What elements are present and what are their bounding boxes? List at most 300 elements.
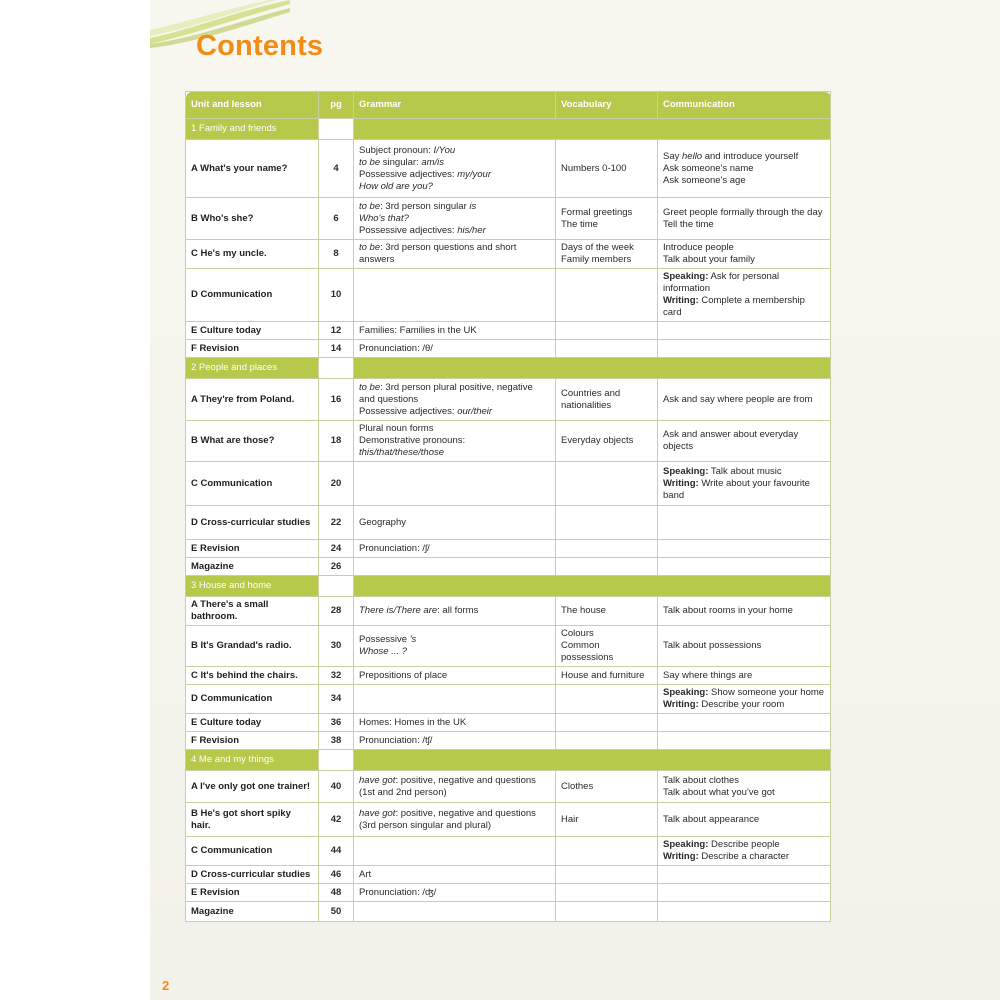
communication-cell — [658, 771, 831, 803]
cell-text: : all forms — [437, 605, 479, 616]
cell-text: Say — [663, 150, 683, 162]
vocabulary-item: House and furniture — [561, 669, 645, 681]
cell-text: Talk about what you've got — [663, 786, 775, 798]
unit-title: 3 House and home — [186, 576, 319, 597]
cell-text: : positive, negative and questions (1st and 2nd person) — [359, 774, 536, 798]
vocabulary-cell — [556, 884, 658, 902]
cell-text: Say where things are — [663, 669, 753, 681]
cell-text-bold: Writing: — [663, 295, 699, 306]
vocabulary-item: Clothes — [561, 780, 594, 792]
cell-line — [663, 699, 825, 711]
lesson-name: F Revision — [186, 340, 319, 358]
vocabulary-cell — [556, 506, 658, 540]
cell-text: : 3rd person plural positive, negative and questions — [359, 381, 533, 405]
cell-line — [663, 242, 825, 254]
cell-line — [663, 839, 825, 851]
cell-text-italic: my/your — [457, 168, 492, 180]
lesson-name: C It's behind the chairs. — [186, 667, 319, 685]
lesson-page: 16 — [319, 379, 354, 421]
cell-line — [359, 735, 550, 747]
vocabulary-cell — [556, 597, 658, 626]
cell-text: Subject pronoun: — [359, 144, 434, 156]
communication-cell — [658, 140, 831, 198]
vocabulary-cell — [556, 198, 658, 240]
grammar-cell — [354, 198, 556, 240]
cell-line — [359, 775, 550, 799]
lesson-name: E Revision — [186, 884, 319, 902]
cell-line — [359, 406, 550, 418]
cell-text-italic: There is/There are — [359, 605, 438, 616]
cell-text-italic: Whose ... ? — [359, 646, 408, 657]
communication-cell — [658, 558, 831, 576]
cell-line — [359, 157, 550, 169]
lesson-name: D Communication — [186, 685, 319, 714]
cell-text: Ask and say where people are from — [663, 393, 813, 405]
communication-cell — [658, 322, 831, 340]
cell-text: Pronunciation: /ʤ/ — [359, 886, 437, 898]
cell-line — [359, 225, 550, 237]
lesson-page: 32 — [319, 667, 354, 685]
cell-line — [359, 808, 550, 832]
cell-text: Show someone your home — [708, 687, 825, 698]
table-row — [186, 240, 831, 269]
communication-cell — [658, 462, 831, 506]
table-row — [186, 732, 831, 750]
unit-pg-blank — [319, 576, 354, 597]
vocabulary-cell — [556, 558, 658, 576]
cell-line — [359, 646, 550, 658]
table-row — [186, 140, 831, 198]
cell-text: Tell the time — [663, 218, 714, 230]
grammar-cell — [354, 597, 556, 626]
vocabulary-item: The house — [561, 605, 606, 616]
vocabulary-cell — [556, 626, 658, 667]
lesson-page: 8 — [319, 240, 354, 269]
vocabulary-item: Family members — [561, 254, 632, 265]
cell-text: Pronunciation: /tʃ/ — [359, 734, 433, 746]
grammar-cell — [354, 884, 556, 902]
cell-line — [359, 869, 550, 881]
communication-cell — [658, 198, 831, 240]
header-unit-and-lesson: Unit and lesson — [186, 92, 319, 119]
lesson-name: E Culture today — [186, 714, 319, 732]
communication-cell — [658, 506, 831, 540]
table-row — [186, 198, 831, 240]
vocabulary-cell — [556, 269, 658, 322]
vocabulary-cell — [556, 803, 658, 837]
cell-line — [663, 295, 825, 319]
cell-line — [663, 429, 825, 453]
unit-fill — [354, 358, 831, 379]
vocabulary-cell — [556, 714, 658, 732]
cell-line — [359, 242, 550, 266]
lesson-name: B It's Grandad's radio. — [186, 626, 319, 667]
lesson-page: 36 — [319, 714, 354, 732]
cell-text: Talk about music — [708, 465, 782, 477]
communication-cell — [658, 714, 831, 732]
cell-line — [359, 423, 550, 435]
table-row — [186, 379, 831, 421]
lesson-page: 50 — [319, 902, 354, 922]
grammar-cell — [354, 140, 556, 198]
table-header-row — [186, 92, 831, 119]
lesson-page: 28 — [319, 597, 354, 626]
lesson-page: 22 — [319, 506, 354, 540]
lesson-page: 6 — [319, 198, 354, 240]
cell-text: Possessive — [359, 634, 410, 645]
vocabulary-cell — [556, 667, 658, 685]
cell-text: Describe your room — [698, 699, 785, 710]
cell-text-italic: is — [469, 200, 477, 212]
cell-text: Describe people — [708, 839, 780, 850]
cell-line — [663, 787, 825, 799]
cell-text: : 3rd person singular — [380, 200, 470, 212]
grammar-cell — [354, 462, 556, 506]
unit-header-row — [186, 750, 831, 771]
communication-cell — [658, 421, 831, 462]
lesson-name: B He's got short spiky hair. — [186, 803, 319, 837]
communication-cell — [658, 837, 831, 866]
table-row — [186, 558, 831, 576]
grammar-cell — [354, 837, 556, 866]
vocabulary-item: Everyday objects — [561, 435, 634, 446]
vocabulary-cell — [556, 685, 658, 714]
cell-text-bold: Speaking: — [663, 839, 709, 850]
lesson-name: A I've only got one trainer! — [186, 771, 319, 803]
cell-text: Possessive adjectives: — [359, 224, 458, 236]
grammar-cell — [354, 322, 556, 340]
table-row — [186, 462, 831, 506]
table-row — [186, 340, 831, 358]
vocabulary-cell — [556, 421, 658, 462]
communication-cell — [658, 803, 831, 837]
unit-fill — [354, 750, 831, 771]
grammar-cell — [354, 540, 556, 558]
vocabulary-cell — [556, 462, 658, 506]
cell-text: Introduce people — [663, 242, 734, 253]
cell-line — [663, 640, 825, 652]
vocabulary-cell — [556, 866, 658, 884]
table-row — [186, 626, 831, 667]
vocabulary-item: Numbers 0-100 — [561, 162, 627, 174]
contents-table-wrapper — [185, 91, 830, 922]
communication-cell — [658, 667, 831, 685]
communication-cell — [658, 340, 831, 358]
cell-line — [663, 814, 825, 826]
cell-text-italic: How old are you? — [359, 180, 433, 192]
cell-line — [663, 478, 825, 502]
communication-cell — [658, 884, 831, 902]
grammar-cell — [354, 421, 556, 462]
cell-text-bold: Writing: — [663, 477, 699, 489]
cell-line — [663, 394, 825, 406]
cell-line — [359, 382, 550, 406]
cell-text-italic: Who's that? — [359, 212, 409, 224]
lesson-name: F Revision — [186, 732, 319, 750]
vocabulary-cell — [556, 322, 658, 340]
cell-text-italic: to be — [359, 156, 381, 168]
grammar-cell — [354, 240, 556, 269]
cell-line — [663, 605, 825, 617]
communication-cell — [658, 866, 831, 884]
cell-text-italic: I/You — [433, 144, 456, 156]
lesson-page: 20 — [319, 462, 354, 506]
cell-line — [359, 201, 550, 213]
lesson-page: 40 — [319, 771, 354, 803]
cell-line — [663, 670, 825, 682]
contents-table — [185, 91, 831, 922]
lesson-name: D Cross-curricular studies — [186, 866, 319, 884]
cell-text: Talk about rooms in your home — [663, 605, 793, 616]
grammar-cell — [354, 902, 556, 922]
cell-text-italic: to be — [359, 381, 381, 393]
table-row — [186, 837, 831, 866]
cell-text-italic: to be — [359, 242, 381, 253]
cell-text: Families: Families in the UK — [359, 324, 477, 336]
cell-line — [359, 213, 550, 225]
cell-text: Pronunciation: /θ/ — [359, 342, 433, 354]
lesson-name: D Cross-curricular studies — [186, 506, 319, 540]
unit-header-row — [186, 119, 831, 140]
lesson-name: A They're from Poland. — [186, 379, 319, 421]
lesson-page: 48 — [319, 884, 354, 902]
cell-text: Write about your favourite band — [663, 477, 810, 501]
cell-line — [663, 207, 825, 219]
vocabulary-item: Formal greetings — [561, 206, 633, 218]
table-row — [186, 421, 831, 462]
cell-text: Talk about possessions — [663, 640, 762, 651]
vocabulary-cell — [556, 340, 658, 358]
cell-text-bold: Writing: — [663, 699, 699, 710]
cell-text: Greet people formally through the day — [663, 206, 823, 218]
cell-text: Prepositions of place — [359, 669, 448, 681]
table-row — [186, 685, 831, 714]
grammar-cell — [354, 732, 556, 750]
vocabulary-cell — [556, 837, 658, 866]
cell-line — [359, 717, 550, 729]
lesson-page: 46 — [319, 866, 354, 884]
lesson-page: 14 — [319, 340, 354, 358]
grammar-cell — [354, 506, 556, 540]
lesson-name: Magazine — [186, 558, 319, 576]
cell-line — [359, 325, 550, 337]
lesson-page: 30 — [319, 626, 354, 667]
cell-text: Ask and answer about everyday objects — [663, 429, 799, 452]
grammar-cell — [354, 269, 556, 322]
lesson-name: B What are those? — [186, 421, 319, 462]
page-number: 2 — [162, 978, 170, 993]
lesson-page: 38 — [319, 732, 354, 750]
header-pg: pg — [319, 92, 354, 119]
lesson-page: 24 — [319, 540, 354, 558]
cell-text: Talk about your family — [663, 254, 755, 265]
lesson-name: C Communication — [186, 837, 319, 866]
cell-text-italic: 's — [409, 634, 417, 645]
grammar-cell — [354, 866, 556, 884]
unit-fill — [354, 119, 831, 140]
cell-text: Ask someone's name — [663, 162, 754, 174]
cell-text: Geography — [359, 516, 407, 528]
unit-header-row — [186, 576, 831, 597]
table-row — [186, 269, 831, 322]
table-row — [186, 667, 831, 685]
communication-cell — [658, 732, 831, 750]
vocabulary-cell — [556, 732, 658, 750]
cell-text-italic: have got — [359, 774, 396, 786]
cell-line — [663, 175, 825, 187]
table-row — [186, 597, 831, 626]
cell-line — [359, 670, 550, 682]
table-row — [186, 902, 831, 922]
unit-fill — [354, 576, 831, 597]
lesson-name: C He's my uncle. — [186, 240, 319, 269]
cell-text-italic: this/that/these/those — [359, 447, 445, 458]
cell-line — [359, 435, 550, 459]
cell-text: Plural noun forms — [359, 423, 434, 434]
grammar-cell — [354, 626, 556, 667]
cell-text: : positive, negative and questions (3rd person singular and plural) — [359, 807, 536, 831]
cell-text: Art — [359, 868, 372, 880]
cell-text-bold: Speaking: — [663, 465, 709, 477]
cell-text: Describe a character — [698, 851, 790, 862]
table-row — [186, 866, 831, 884]
cell-text-italic: hello — [682, 150, 703, 162]
grammar-cell — [354, 714, 556, 732]
header-vocabulary: Vocabulary — [556, 92, 658, 119]
lesson-name: E Revision — [186, 540, 319, 558]
communication-cell — [658, 626, 831, 667]
unit-pg-blank — [319, 750, 354, 771]
cell-line — [663, 271, 825, 295]
lesson-page: 44 — [319, 837, 354, 866]
lesson-name: B Who's she? — [186, 198, 319, 240]
cell-line — [663, 219, 825, 231]
communication-cell — [658, 379, 831, 421]
communication-cell — [658, 685, 831, 714]
communication-cell — [658, 902, 831, 922]
table-row — [186, 884, 831, 902]
grammar-cell — [354, 685, 556, 714]
vocabulary-item: Days of the week — [561, 242, 634, 253]
cell-line — [359, 634, 550, 646]
grammar-cell — [354, 340, 556, 358]
communication-cell — [658, 597, 831, 626]
cell-line — [359, 887, 550, 899]
header-grammar: Grammar — [354, 92, 556, 119]
cell-line — [663, 163, 825, 175]
cell-text-italic: am/is — [421, 156, 445, 168]
cell-line — [359, 517, 550, 529]
cell-text: Ask for personal information — [663, 271, 780, 294]
lesson-name: D Communication — [186, 269, 319, 322]
cell-text: and introduce yourself — [702, 150, 799, 162]
lesson-page: 18 — [319, 421, 354, 462]
unit-pg-blank — [319, 358, 354, 379]
cell-text-italic: have got — [359, 807, 396, 819]
cell-line — [663, 775, 825, 787]
lesson-page: 10 — [319, 269, 354, 322]
table-row — [186, 771, 831, 803]
header-communication: Communication — [658, 92, 831, 119]
lesson-page: 12 — [319, 322, 354, 340]
cell-text: Talk about clothes — [663, 774, 740, 786]
cell-line — [663, 687, 825, 699]
lesson-page: 34 — [319, 685, 354, 714]
lesson-page: 26 — [319, 558, 354, 576]
lesson-name: C Communication — [186, 462, 319, 506]
cell-text-bold: Speaking: — [663, 271, 709, 282]
cell-line — [663, 151, 825, 163]
cell-line — [359, 169, 550, 181]
table-row — [186, 322, 831, 340]
cell-text: Possessive adjectives: — [359, 168, 458, 180]
vocabulary-cell — [556, 140, 658, 198]
cell-text: Talk about appearance — [663, 813, 760, 825]
cell-text: Ask someone's age — [663, 174, 746, 186]
cell-line — [663, 851, 825, 863]
cell-text: : 3rd person questions and short answers — [359, 242, 517, 265]
table-row — [186, 506, 831, 540]
vocabulary-cell — [556, 902, 658, 922]
vocabulary-cell — [556, 379, 658, 421]
unit-title: 1 Family and friends — [186, 119, 319, 140]
vocabulary-item: Hair — [561, 813, 579, 825]
cell-text: Pronunciation: /ʃ/ — [359, 542, 430, 554]
unit-header-row — [186, 358, 831, 379]
vocabulary-item: Countries and nationalities — [561, 387, 621, 411]
page-title: Contents — [196, 30, 324, 62]
grammar-cell — [354, 558, 556, 576]
vocabulary-item: Common possessions — [561, 640, 614, 663]
table-row — [186, 803, 831, 837]
communication-cell — [658, 240, 831, 269]
vocabulary-item: The time — [561, 218, 598, 230]
table-body — [186, 119, 831, 922]
cell-text: Homes: Homes in the UK — [359, 716, 467, 728]
cell-text: Complete a membership card — [663, 295, 805, 318]
cell-text-bold: Writing: — [663, 851, 699, 862]
lesson-name: A There's a small bathroom. — [186, 597, 319, 626]
lesson-page: 42 — [319, 803, 354, 837]
vocabulary-cell — [556, 771, 658, 803]
cell-text-italic: our/their — [457, 405, 493, 417]
grammar-cell — [354, 379, 556, 421]
lesson-name: E Culture today — [186, 322, 319, 340]
table-row — [186, 714, 831, 732]
cell-text-bold: Speaking: — [663, 687, 709, 698]
cell-line — [359, 181, 550, 193]
cell-text-italic: to be — [359, 200, 381, 212]
grammar-cell — [354, 771, 556, 803]
cell-text: singular: — [380, 156, 422, 168]
cell-line — [359, 145, 550, 157]
lesson-page: 4 — [319, 140, 354, 198]
cell-line — [663, 466, 825, 478]
lesson-name: A What's your name? — [186, 140, 319, 198]
vocabulary-item: Colours — [561, 628, 594, 639]
cell-text: Demonstrative pronouns: — [359, 435, 466, 446]
cell-text-italic: his/her — [457, 224, 486, 236]
vocabulary-cell — [556, 540, 658, 558]
grammar-cell — [354, 803, 556, 837]
lesson-name: Magazine — [186, 902, 319, 922]
unit-title: 4 Me and my things — [186, 750, 319, 771]
unit-title: 2 People and places — [186, 358, 319, 379]
communication-cell — [658, 540, 831, 558]
communication-cell — [658, 269, 831, 322]
table-row — [186, 540, 831, 558]
grammar-cell — [354, 667, 556, 685]
